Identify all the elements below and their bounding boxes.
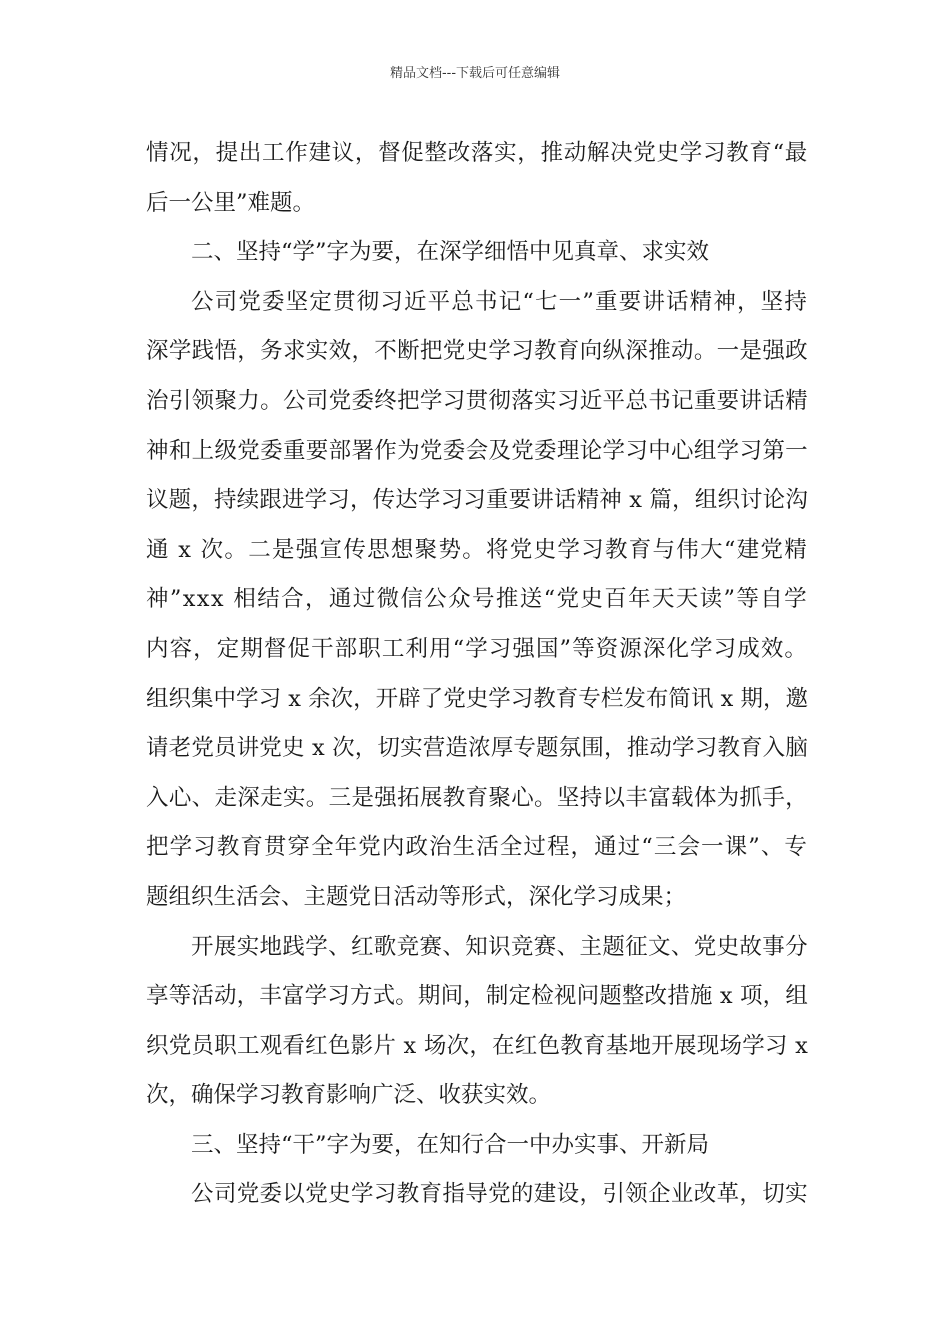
text-line: 情况，提出工作建议，督促整改落实，推动解决党史学习教育“最 — [146, 140, 808, 166]
text-line: 二、坚持“学”字为要，在深学细悟中见真章、求实效 — [191, 239, 710, 266]
text-line: 内容，定期督促干部职工利用“学习强国”等资源深化学习成效。 — [146, 635, 808, 662]
text-line: 后一公里”难题。 — [146, 189, 316, 216]
text-line: 请老党员讲党史 x 次，切实营造浓厚专题氛围，推动学习教育入脑 — [146, 735, 808, 762]
text-line: 三、坚持“干”字为要，在知行合一中办实事、开新局 — [191, 1131, 710, 1158]
text-line: 神和上级党委重要部署作为党委会及党委理论学习中心组学习第一 — [146, 437, 808, 464]
text-line: 次，确保学习教育影响广泛、收获实效。 — [146, 1082, 552, 1109]
text-line: 公司党委坚定贯彻习近平总书记“七一”重要讲话精神，坚持 — [191, 288, 808, 315]
text-line: 把学习教育贯穿全年党内政治生活全过程，通过“三会一课”、专 — [146, 834, 808, 861]
text-line: 享等活动，丰富学习方式。期间，制定检视问题整改措施 x 项，组 — [146, 983, 808, 1010]
text-line: 治引领聚力。公司党委终把学习贯彻落实习近平总书记重要讲话精 — [146, 387, 808, 414]
text-line: 神”xxx 相结合，通过微信公众号推送“党史百年天天读”等自学 — [146, 586, 808, 613]
text-line: 题组织生活会、主题党日活动等形式，深化学习成果； — [146, 883, 687, 910]
text-line: 公司党委以党史学习教育指导党的建设，引领企业改革，切实 — [191, 1181, 808, 1208]
text-line: 通 x 次。二是强宣传思想聚势。将党史学习教育与伟大“建党精 — [146, 536, 808, 563]
document-body — [146, 129, 808, 1220]
page-header: 精品文档---下载后可任意编辑 — [389, 66, 561, 81]
text-line: 议题，持续跟进学习，传达学习习重要讲话精神 x 篇，组织讨论沟 — [146, 487, 808, 514]
text-line: 开展实地践学、红歌竞赛、知识竞赛、主题征文、党史故事分 — [191, 933, 808, 960]
text-line: 组织集中学习 x 余次，开辟了党史学习教育专栏发布简讯 x 期，邀 — [146, 685, 808, 712]
text-line: 织党员职工观看红色影片 x 场次，在红色教育基地开展现场学习 x — [146, 1032, 808, 1059]
text-line: 入心、走深走实。三是强拓展教育聚心。坚持以丰富载体为抓手， — [146, 784, 808, 811]
text-line: 深学践悟，务求实效，不断把党史学习教育向纵深推动。一是强政 — [146, 338, 808, 365]
